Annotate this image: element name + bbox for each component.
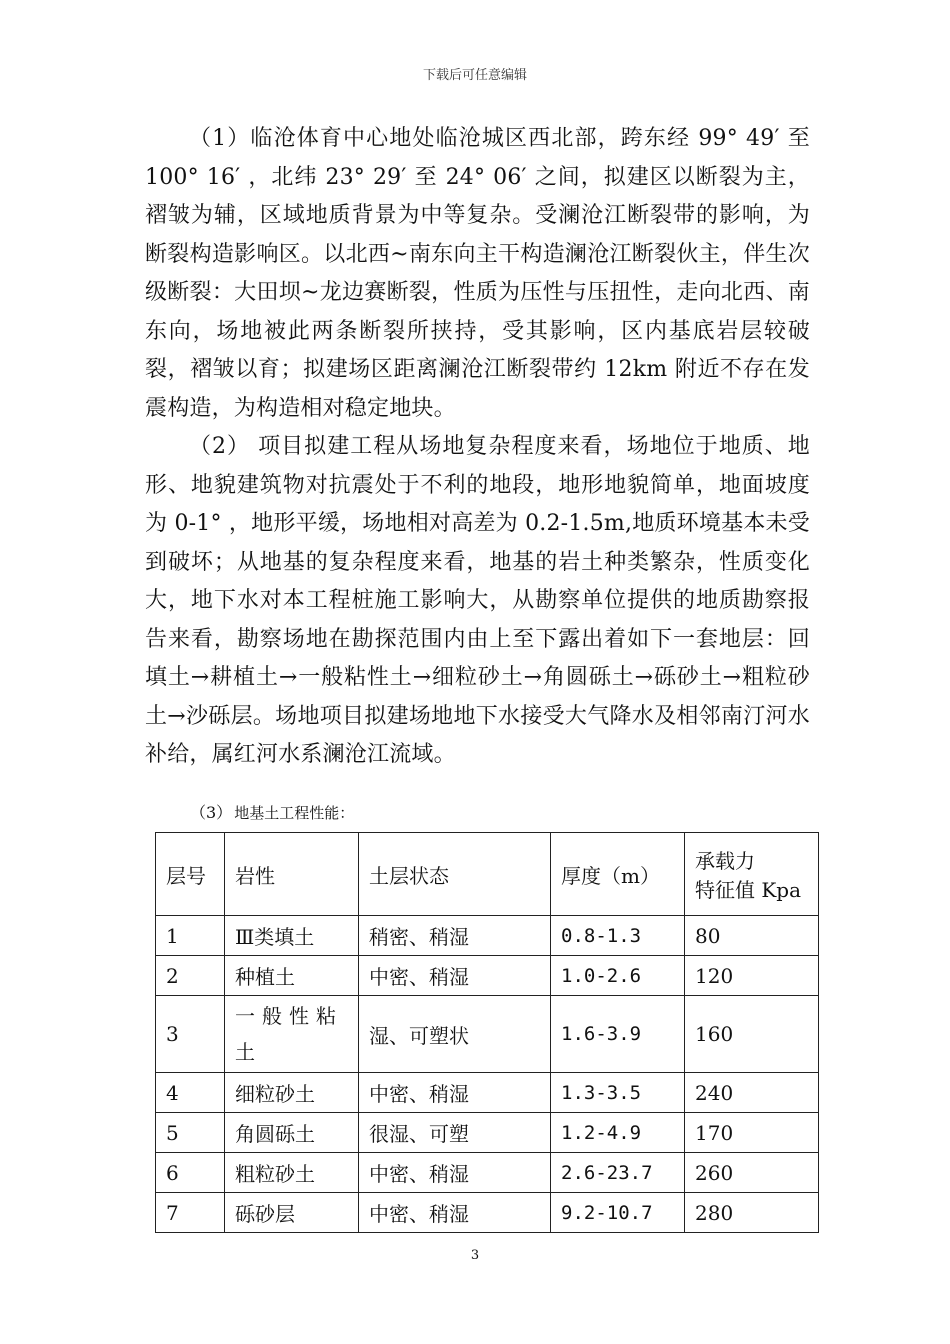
header-capacity-line1: 承载力 — [695, 849, 755, 873]
cell-lithology — [225, 996, 359, 1073]
cell-lithology: 粗粒砂土 — [225, 1153, 359, 1193]
cell-state: 中密、稍湿 — [359, 1153, 551, 1193]
cell-state: 中密、稍湿 — [359, 1193, 551, 1233]
cell-thickness: 1.0-2.6 — [551, 956, 685, 996]
paragraph-1: （1）临沧体育中心地处临沧城区西北部，跨东经 99° 49′ 至 100° 16′ ，北纬 23° 29′ 至 24° 06′ 之间，拟建区以断裂为主，褶皱为辅，区域地质背景为中等复杂。受澜沧江断裂带的影响，为断裂构造影响区。以北西~南东向主干构造澜沧江断裂伙主，伴生次级断裂：大田坝~龙边赛断裂，性质为压性与压扭性，走向北西、南东向，场地被此两条断裂所挟持，受其影响，区内基底岩层较破裂，褶皱以育；拟建场区距离澜沧江断裂带约 12km 附近不存在发震构造，为构造相对稳定地块。 — [145, 126, 810, 421]
cell-layer-no: 4 — [156, 1073, 225, 1113]
cell-capacity: 240 — [685, 1073, 819, 1113]
table-row — [156, 956, 819, 996]
cell-thickness: 2.6-23.7 — [551, 1153, 685, 1193]
cell-state: 中密、稍湿 — [359, 956, 551, 996]
cell-layer-no: 1 — [156, 916, 225, 956]
cell-capacity: 280 — [685, 1193, 819, 1233]
cell-lithology: 种植土 — [225, 956, 359, 996]
cell-lithology: 角圆砾土 — [225, 1113, 359, 1153]
cell-layer-no: 2 — [156, 956, 225, 996]
cell-thickness: 1.3-3.5 — [551, 1073, 685, 1113]
header-thickness: 厚度（m） — [551, 833, 685, 916]
cell-layer-no: 5 — [156, 1113, 225, 1153]
cell-lithology: 细粒砂土 — [225, 1073, 359, 1113]
header-capacity — [685, 833, 819, 916]
table-row — [156, 996, 819, 1073]
paragraph-2: （2） 项目拟建工程从场地复杂程度来看，场地位于地质、地形、地貌建筑物对抗震处于不利的地段，地形地貌简单，地面坡度为 0-1° ，地形平缓，场地相对高差为 0.2-1.5m,地质环境基本未受到破坏；从地基的复杂程度来看，地基的岩土种类繁杂，性质变化大，地下水对本工程桩施工影响大，从勘察单位提供的地质勘察报告来看，勘察场地在勘探范围内由上至下露出着如下一套地层：回填土→耕植土→一般粘性土→细粒砂土→角圆砾土→砾砂土→粗粒砂土→沙砾层。场地项目拟建场地地下水接受大气降水及相邻南汀河水补给，属红河水系澜沧江流域。 — [145, 434, 810, 767]
cell-capacity: 170 — [685, 1113, 819, 1153]
cell-state: 稍密、稍湿 — [359, 916, 551, 956]
cell-lithology: Ⅲ类填土 — [225, 916, 359, 956]
cell-state: 很湿、可塑 — [359, 1113, 551, 1153]
cell-capacity: 120 — [685, 956, 819, 996]
cell-thickness: 1.6-3.9 — [551, 996, 685, 1073]
table-row — [156, 1113, 819, 1153]
cell-lithology: 砾砂层 — [225, 1193, 359, 1233]
table-row — [156, 916, 819, 956]
section-number: （3） — [190, 803, 233, 822]
cell-lithology-text: 一般性粘土 — [235, 1004, 343, 1064]
cell-capacity: 80 — [685, 916, 819, 956]
header-layer-no: 层号 — [156, 833, 225, 916]
section-heading — [190, 800, 354, 823]
cell-thickness: 9.2-10.7 — [551, 1193, 685, 1233]
body-text — [145, 120, 810, 775]
table-row — [156, 1073, 819, 1113]
cell-state: 湿、可塑状 — [359, 996, 551, 1073]
header-state: 土层状态 — [359, 833, 551, 916]
header-lithology: 岩性 — [225, 833, 359, 916]
header-capacity-line2: 特征值 Kpa — [695, 878, 802, 902]
cell-thickness: 1.2-4.9 — [551, 1113, 685, 1153]
cell-thickness: 0.8-1.3 — [551, 916, 685, 956]
page-header: 下载后可任意编辑 — [422, 68, 527, 83]
cell-layer-no: 7 — [156, 1193, 225, 1233]
section-title: 地基土工程性能： — [234, 804, 355, 822]
table-row — [156, 1153, 819, 1193]
table-header-row — [156, 833, 819, 916]
page-number: 3 — [470, 1248, 480, 1263]
table-row — [156, 1193, 819, 1233]
cell-state: 中密、稍湿 — [359, 1073, 551, 1113]
cell-capacity: 160 — [685, 996, 819, 1073]
soil-properties-table — [155, 832, 819, 1233]
cell-layer-no: 6 — [156, 1153, 225, 1193]
cell-layer-no: 3 — [156, 996, 225, 1073]
cell-capacity: 260 — [685, 1153, 819, 1193]
